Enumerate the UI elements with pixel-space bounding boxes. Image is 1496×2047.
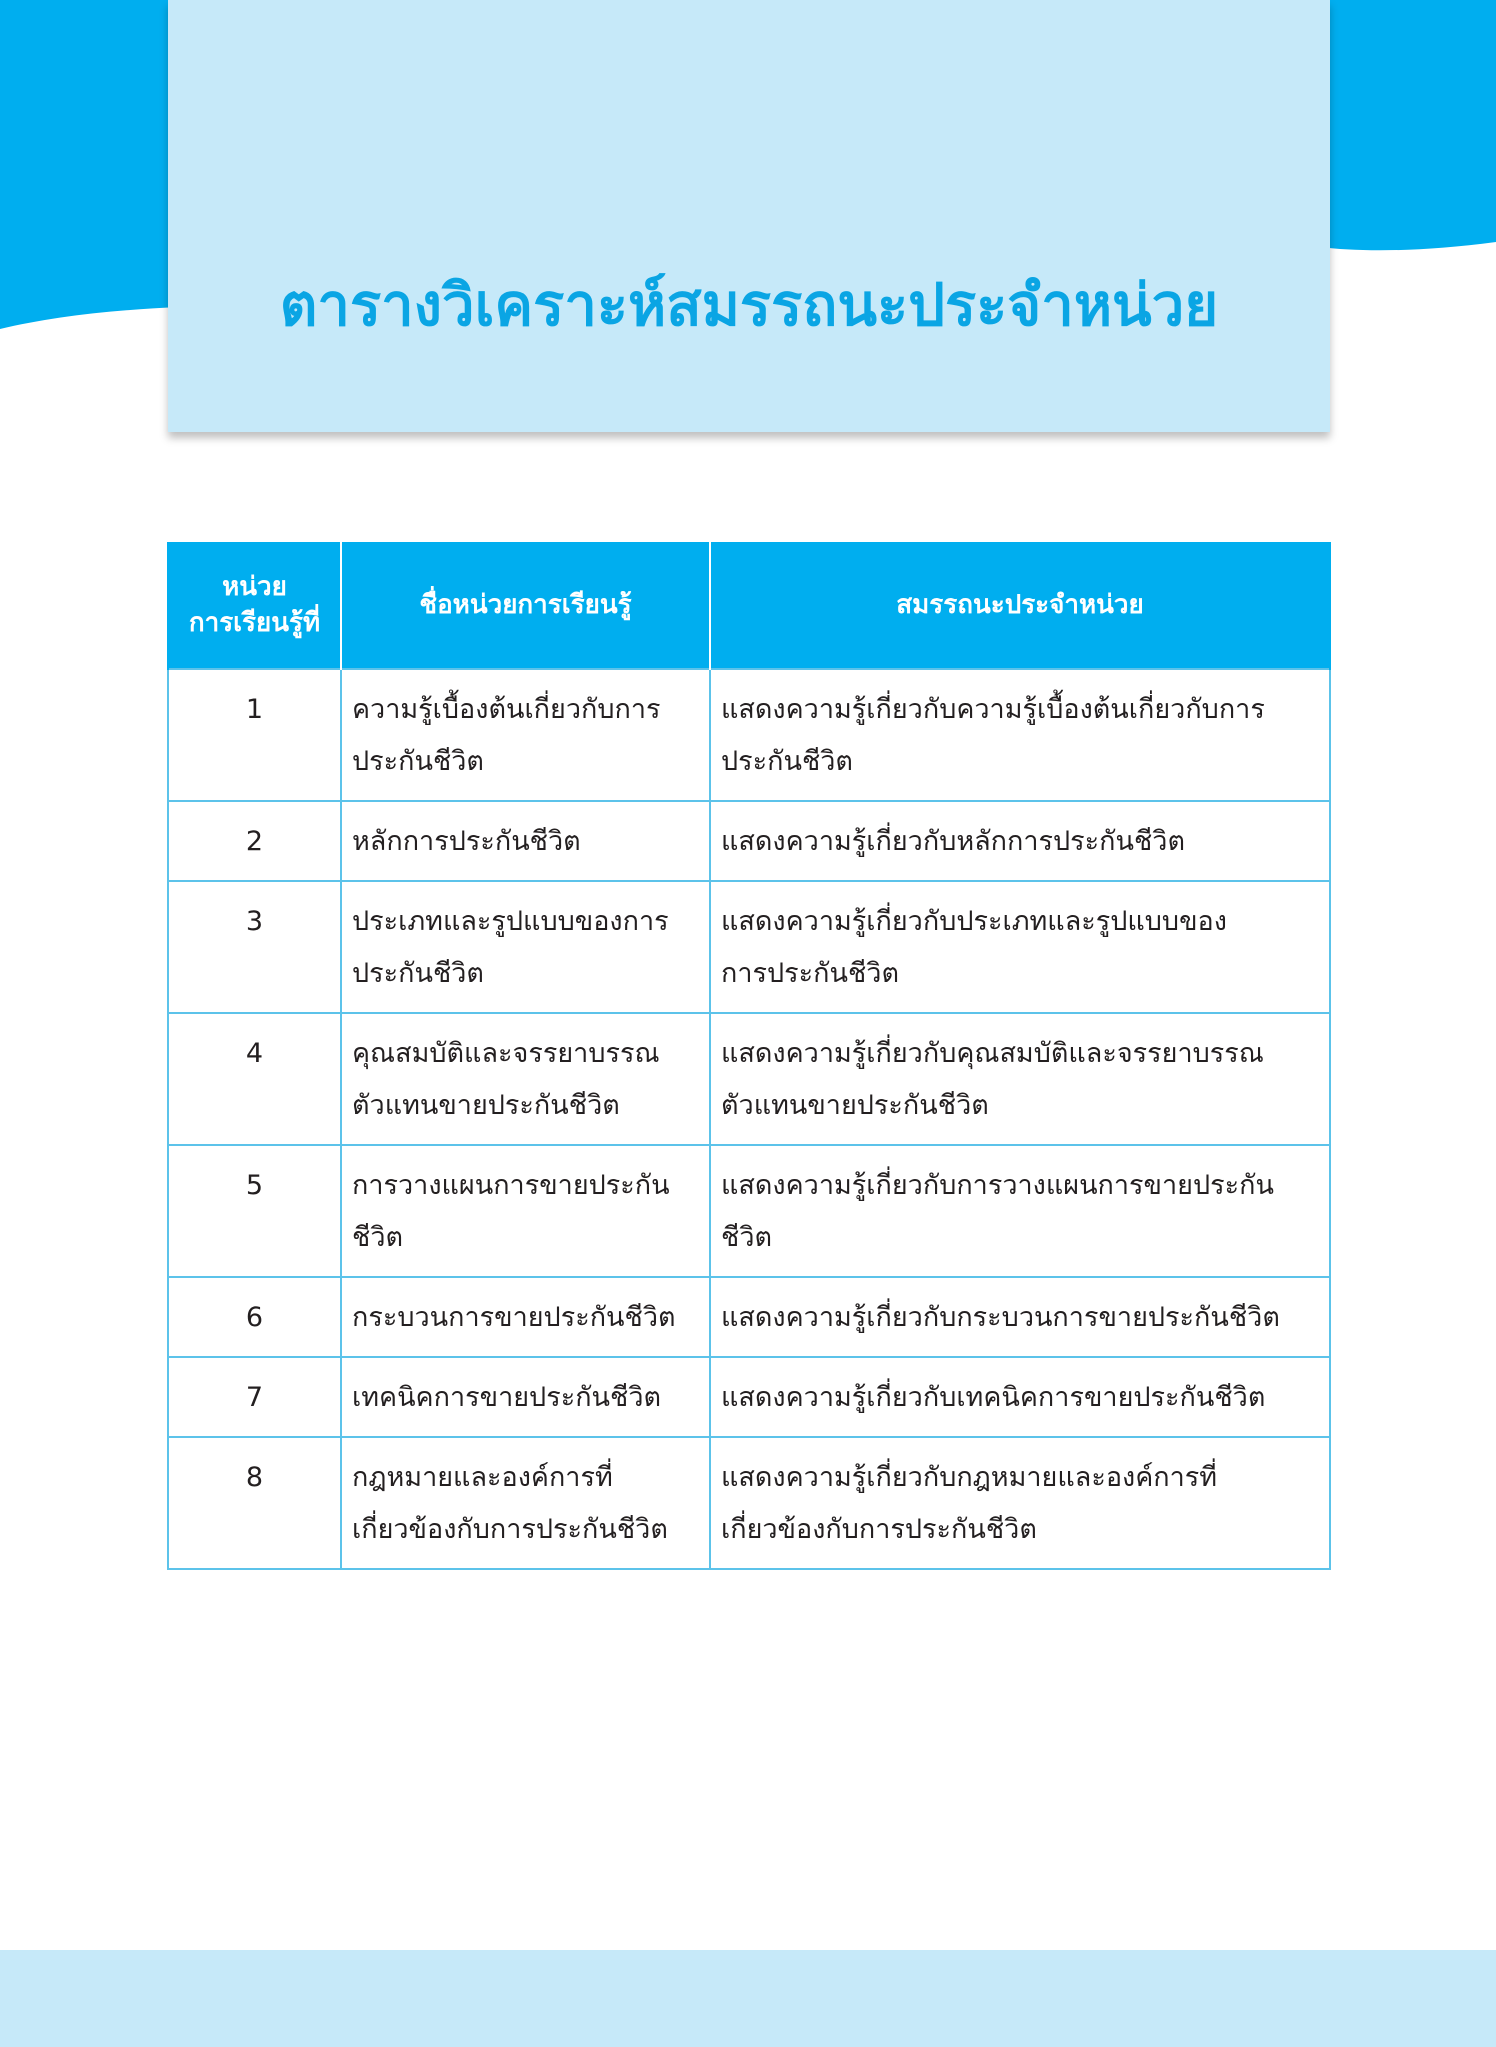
header-unit-name: ชื่อหน่วยการเรียนรู้ (341, 542, 710, 669)
table-row (168, 1437, 1330, 1569)
unit-number-cell: 4 (168, 1013, 341, 1145)
competency-line: แสดงความรู้เกี่ยวกับความรู้เบื้องต้นเกี่ยวกับการ (721, 694, 1265, 725)
header-unit-line1: หน่วย (222, 572, 287, 602)
table-row (168, 801, 1330, 881)
competency-line: แสดงความรู้เกี่ยวกับกระบวนการขายประกันชีวิต (721, 1302, 1280, 1333)
table-row (168, 881, 1330, 1013)
unit-name-cell (341, 1437, 710, 1569)
unit-name-line: กระบวนการขายประกันชีวิต (352, 1302, 676, 1333)
unit-number-cell: 5 (168, 1145, 341, 1277)
unit-name-line: ตัวแทนขายประกันชีวิต (352, 1090, 620, 1121)
unit-name-line: เทคนิคการขายประกันชีวิต (352, 1382, 662, 1413)
unit-name-cell (341, 1013, 710, 1145)
table-header-row (168, 542, 1330, 669)
header-unit-number (168, 542, 341, 669)
competency-cell (710, 1013, 1330, 1145)
unit-name-line: ประกันชีวิต (352, 746, 484, 777)
competency-line: แสดงความรู้เกี่ยวกับหลักการประกันชีวิต (721, 826, 1185, 857)
competency-cell (710, 881, 1330, 1013)
footer-band (0, 1950, 1496, 2047)
competency-analysis-table (167, 542, 1331, 1570)
competency-cell (710, 1357, 1330, 1437)
unit-name-line: ประกันชีวิต (352, 958, 484, 989)
competency-line: แสดงความรู้เกี่ยวกับคุณสมบัติและจรรยาบรรณ (721, 1038, 1264, 1069)
competency-cell (710, 801, 1330, 881)
competency-cell (710, 1437, 1330, 1569)
page-title: ตารางวิเคราะห์สมรรถนะประจำหน่วย (279, 271, 1219, 339)
unit-name-line: การวางแผนการขายประกัน (352, 1170, 670, 1201)
competency-line: เกี่ยวข้องกับการประกันชีวิต (721, 1514, 1037, 1545)
table-row (168, 669, 1330, 801)
unit-name-cell (341, 881, 710, 1013)
unit-name-line: หลักการประกันชีวิต (352, 826, 581, 857)
header-unit-line2: การเรียนรู้ที่ (188, 608, 321, 638)
competency-cell (710, 669, 1330, 801)
competency-line: การประกันชีวิต (721, 958, 899, 989)
unit-name-cell (341, 1357, 710, 1437)
unit-name-cell (341, 669, 710, 801)
unit-number-cell: 1 (168, 669, 341, 801)
unit-name-line: กฎหมายและองค์การที่ (352, 1462, 613, 1493)
competency-line: แสดงความรู้เกี่ยวกับเทคนิคการขายประกันชีวิต (721, 1382, 1266, 1413)
table-row (168, 1013, 1330, 1145)
competency-line: แสดงความรู้เกี่ยวกับการวางแผนการขายประกัน (721, 1170, 1274, 1201)
unit-number-cell: 8 (168, 1437, 341, 1569)
table-row (168, 1357, 1330, 1437)
unit-number-cell: 3 (168, 881, 341, 1013)
unit-name-line: คุณสมบัติและจรรยาบรรณ (352, 1038, 660, 1069)
header-competency: สมรรถนะประจำหน่วย (710, 542, 1330, 669)
unit-name-cell (341, 801, 710, 881)
unit-number-cell: 6 (168, 1277, 341, 1357)
unit-number-cell: 2 (168, 801, 341, 881)
unit-name-cell (341, 1277, 710, 1357)
competency-line: ตัวแทนขายประกันชีวิต (721, 1090, 989, 1121)
table-row (168, 1277, 1330, 1357)
competency-line: ประกันชีวิต (721, 746, 853, 777)
competency-line: แสดงความรู้เกี่ยวกับกฎหมายและองค์การที่ (721, 1462, 1218, 1493)
competency-table-container (167, 542, 1329, 1570)
competency-cell (710, 1145, 1330, 1277)
unit-name-cell (341, 1145, 710, 1277)
unit-name-line: เกี่ยวข้องกับการประกันชีวิต (352, 1514, 668, 1545)
unit-name-line: ประเภทและรูปแบบของการ (352, 906, 669, 937)
competency-line: แสดงความรู้เกี่ยวกับประเภทและรูปแบบของ (721, 906, 1227, 937)
unit-name-line: ชีวิต (352, 1222, 404, 1253)
competency-line: ชีวิต (721, 1222, 773, 1253)
unit-name-line: ความรู้เบื้องต้นเกี่ยวกับการ (352, 694, 661, 725)
unit-number-cell: 7 (168, 1357, 341, 1437)
title-card (168, 0, 1330, 432)
competency-cell (710, 1277, 1330, 1357)
table-row (168, 1145, 1330, 1277)
